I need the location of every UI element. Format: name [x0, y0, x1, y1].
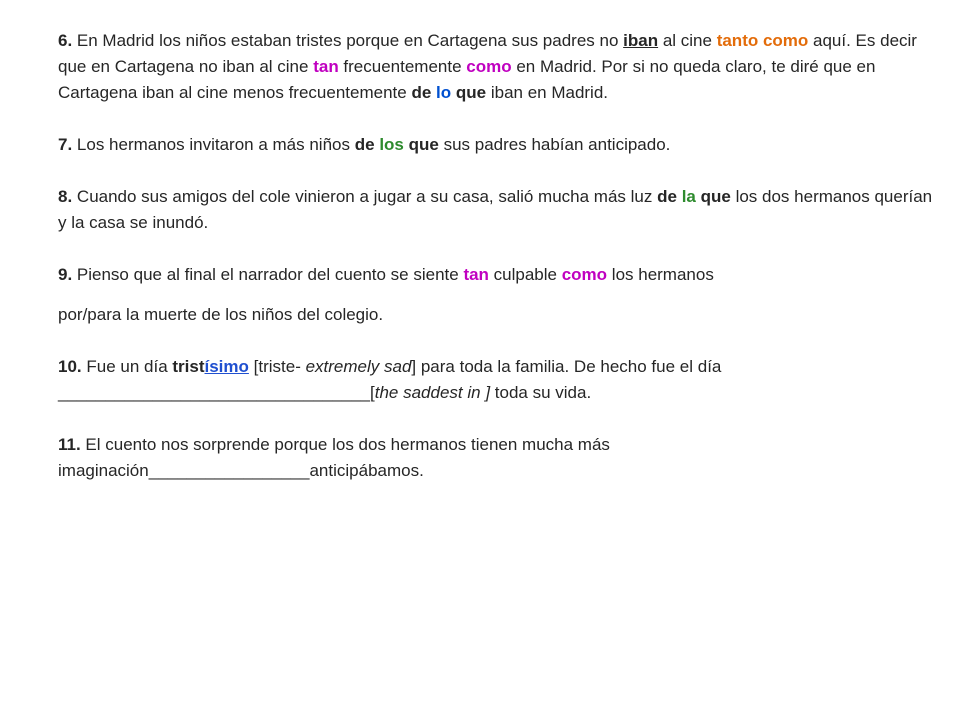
text: En Madrid los niños estaban tristes porque en Cartagena sus padres no	[72, 31, 624, 50]
text: por/para la muerte de los niños del colegio.	[58, 305, 384, 324]
keyword-que: que	[700, 187, 731, 206]
keyword-tan: tan	[313, 57, 339, 76]
translation-hint: extremely sad	[305, 357, 412, 376]
item-9-line-2	[58, 302, 938, 328]
text: [triste-	[248, 357, 306, 376]
keyword-como: como	[466, 57, 512, 76]
keyword-como: como	[561, 265, 608, 284]
exercise-list	[58, 28, 938, 484]
keyword-de: de	[411, 83, 432, 102]
answer-blank[interactable]: _________________	[148, 461, 310, 480]
text: culpable	[488, 265, 562, 284]
answer-blank[interactable]: _________________________________	[58, 383, 371, 402]
text: Pienso que al final el narrador del cuento se siente	[72, 265, 464, 284]
item-number: 10.	[58, 357, 82, 376]
item-8	[58, 184, 938, 236]
text: aquí. Es decir que en Cartagena no iban al cine	[58, 31, 917, 76]
text: al cine	[658, 31, 717, 50]
text: Los hermanos invitaron a más niños	[72, 135, 355, 154]
keyword-de: de	[657, 187, 677, 206]
keyword-isimo: ísimo	[204, 357, 249, 376]
spacer	[58, 236, 938, 262]
item-10	[58, 354, 938, 406]
keyword-los: los	[379, 135, 404, 154]
spacer	[58, 328, 938, 354]
spacer	[58, 288, 938, 302]
text: los dos hermanos querían y la casa se inundó.	[58, 187, 933, 232]
keyword-trist: trist	[172, 357, 205, 376]
keyword-la: la	[681, 187, 696, 206]
keyword-iban: iban	[623, 31, 659, 50]
translation-hint: the saddest in ]	[374, 383, 491, 402]
item-7	[58, 132, 938, 158]
item-6	[58, 28, 938, 106]
text: los hermanos	[607, 265, 714, 284]
item-9	[58, 262, 938, 288]
item-number: 7.	[58, 135, 73, 154]
keyword-que: que	[408, 135, 439, 154]
text: Fue un día	[81, 357, 173, 376]
item-number: 8.	[58, 187, 73, 206]
text: El cuento nos sorprende porque los dos hermanos tienen mucha más	[80, 435, 610, 454]
item-number: 6.	[58, 31, 73, 50]
text: toda su vida.	[490, 383, 592, 402]
spacer	[58, 158, 938, 184]
text: anticipábamos.	[309, 461, 424, 480]
spacer	[58, 406, 938, 432]
text: [	[370, 383, 375, 402]
keyword-tan: tan	[463, 265, 489, 284]
keyword-tanto-como: tanto como	[716, 31, 809, 50]
text: ] para toda la familia. De hecho fue el día	[411, 357, 722, 376]
item-11	[58, 432, 938, 484]
keyword-de: de	[354, 135, 375, 154]
keyword-que: que	[455, 83, 487, 102]
item-number: 11.	[58, 435, 81, 454]
item-number: 9.	[58, 265, 73, 284]
text: frecuentemente	[338, 57, 467, 76]
keyword-lo: lo	[436, 83, 452, 102]
text: imaginación	[58, 461, 149, 480]
spacer	[58, 106, 938, 132]
text: en Madrid. Por si no queda claro, te diré que en Cartagena iban al cine menos frecuentemente	[58, 57, 876, 102]
text: sus padres habían anticipado.	[438, 135, 671, 154]
text: iban en Madrid.	[486, 83, 609, 102]
text: Cuando sus amigos del cole vinieron a jugar a su casa, salió mucha más luz	[72, 187, 658, 206]
